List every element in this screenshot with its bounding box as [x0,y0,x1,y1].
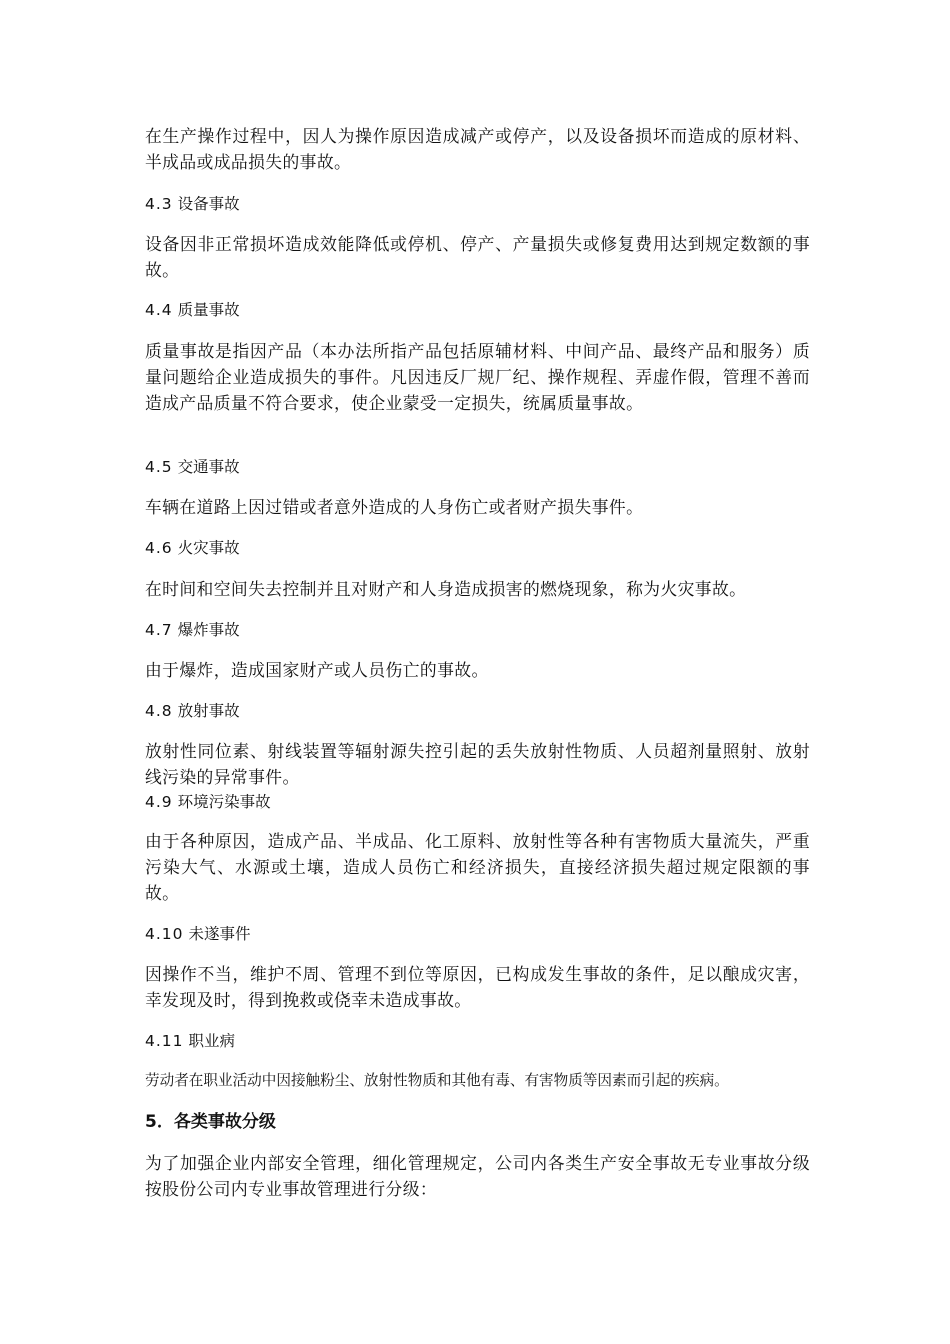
heading-4-6 [145,537,810,559]
heading-4-8 [145,700,810,722]
heading-number: 4.6 [145,539,173,557]
heading-title: 火灾事故 [177,539,240,557]
heading-number: 4.7 [145,621,173,639]
heading-4-7 [145,619,810,641]
intro-paragraph: 在生产操作过程中，因人为操作原因造成减产或停产，以及设备损坏而造成的原材料、半成品或成品损失的事故。 [145,126,810,172]
heading-4-5 [145,456,810,478]
heading-4-3 [145,193,810,215]
heading-title: 设备事故 [177,195,240,213]
heading-title: 交通事故 [177,458,240,476]
paragraph-4-6: 在时间和空间失去控制并且对财产和人身造成损害的燃烧现象，称为火灾事故。 [145,579,747,599]
paragraph-4-3: 设备因非正常损坏造成效能降低或停机、停产、产量损失或修复费用达到规定数额的事故。 [145,234,810,280]
paragraph-4-10: 因操作不当，维护不周、管理不到位等原因，已构成发生事故的条件，足以酿成灾害，幸发现及时，得到挽救或侥幸未造成事故。 [145,964,810,1010]
heading-number: 4.11 [145,1032,184,1050]
heading-number: 4.8 [145,702,173,720]
heading-4-4 [145,299,810,321]
heading-4-11 [145,1030,810,1052]
heading-title: 环境污染事故 [177,793,271,811]
heading-title: 放射事故 [177,702,240,720]
heading-number: 4.10 [145,925,184,943]
heading-title: 质量事故 [177,301,240,319]
paragraph-4-9: 由于各种原因，造成产品、半成品、化工原料、放射性等各种有害物质大量流失，严重污染大气、水源或土壤，造成人员伤亡和经济损失，直接经济损失超过规定限额的事故。 [145,831,810,903]
heading-4-9 [145,791,810,813]
paragraph-4-5: 车辆在道路上因过错或者意外造成的人身伤亡或者财产损失事件。 [145,497,644,517]
heading-title: 未遂事件 [188,925,251,943]
paragraph-4-8: 放射性同位素、射线装置等辐射源失控引起的丢失放射性物质、人员超剂量照射、放射线污染的异常事件。 [145,741,810,787]
paragraph-4-4: 质量事故是指因产品（本办法所指产品包括原辅材料、中间产品、最终产品和服务）质量问题给企业造成损失的事件。凡因违反厂规厂纪、操作规程、弄虚作假，管理不善而造成产品质量不符合要求，使企业蒙受一定损失，统属质量事故。 [145,341,810,413]
heading-title: 职业病 [188,1032,235,1050]
heading-number: 4.4 [145,301,173,319]
heading-number: 4.9 [145,793,173,811]
heading-4-10 [145,923,810,945]
section-5-title: 5．各类事故分级 [145,1112,276,1132]
heading-number: 4.3 [145,195,173,213]
paragraph-4-7: 由于爆炸，造成国家财产或人员伤亡的事故。 [145,660,489,680]
heading-number: 4.5 [145,458,173,476]
paragraph-4-11: 劳动者在职业活动中因接触粉尘、放射性物质和其他有毒、有害物质等因素而引起的疾病。 [145,1072,729,1089]
heading-title: 爆炸事故 [177,621,240,639]
section-5-paragraph: 为了加强企业内部安全管理，细化管理规定，公司内各类生产安全事故无专业事故分级按股份公司内专业事故管理进行分级： [145,1153,810,1199]
